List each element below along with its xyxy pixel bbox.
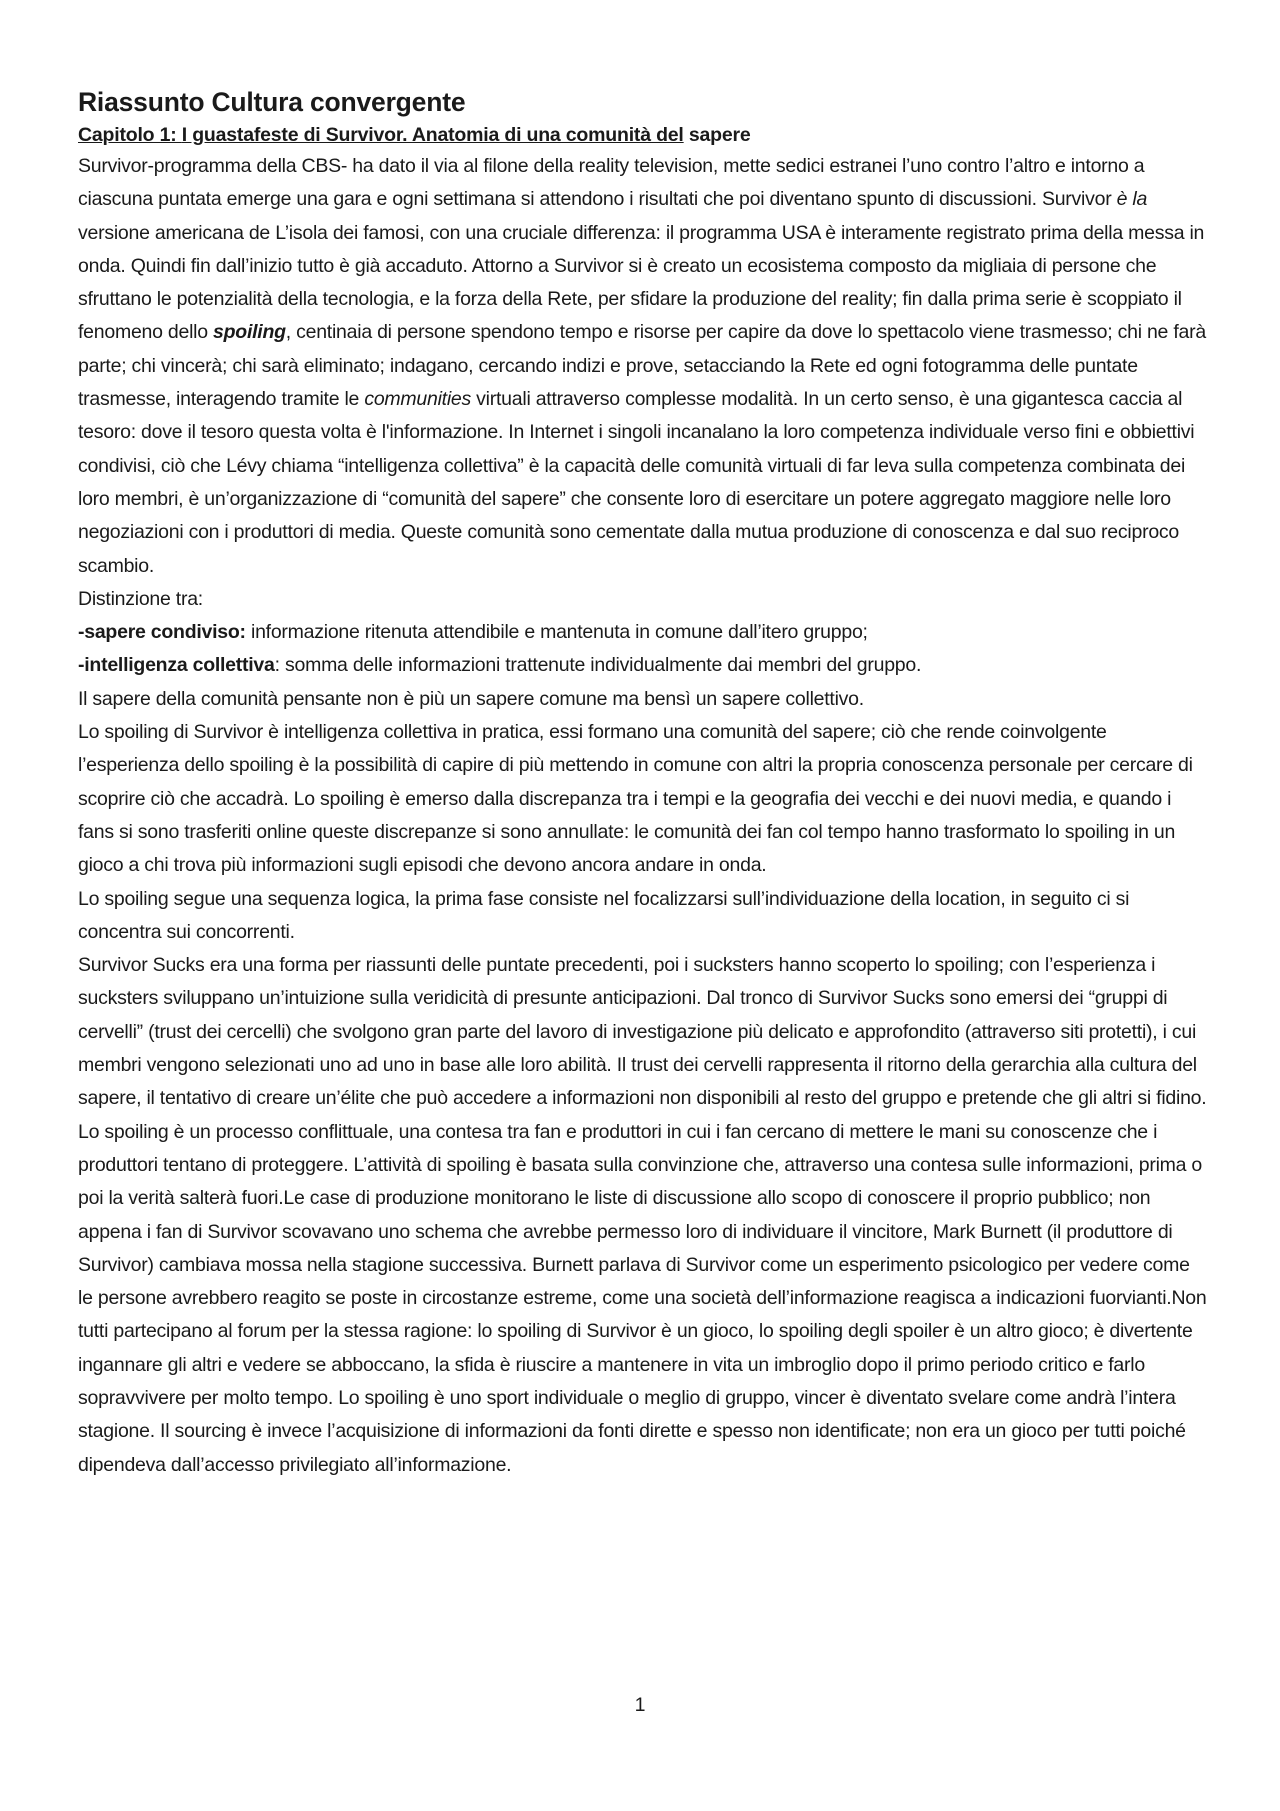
chapter-title: I guastafeste di Survivor. Anatomia di una comunità del [181, 124, 684, 146]
paragraph: Il sapere della comunità pensante non è più un sapere comune ma bensì un sapere collettivo. [78, 687, 864, 710]
chapter-title-tail: sapere [683, 124, 751, 146]
definition-shared-knowledge [78, 616, 1208, 649]
definition-collective-intelligence [78, 649, 1208, 682]
italic-text: è la [1116, 188, 1148, 211]
chapter-heading [78, 120, 1208, 150]
paragraph-intro-text: versione americana de L’isola dei famosi, con una cruciale differenza: il programma USA è interamente registrato prima della messa in onda. Quindi fin dall’inizio tutto è già accaduto. Attorno a Survivor si è creato un ecosistema composto da migliaia di persone che sfruttano le potenzialità della tecnologia, e la forza della Rete, per sfidare la produzione del reality; fin dalla prima serie è scoppiato il fenomeno dello [78, 221, 1205, 344]
paragraph-intro-text: Survivor-programma della CBS- ha dato il via al filone della reality television, mette sedici estranei l’uno contro l’altro e intorno a ciascuna puntata emerge una gara e ogni settimana si attendono i risultati che poi diventano spunto di discussioni. Survivor [78, 155, 1145, 211]
definition-text: : somma delle informazioni trattenute individualmente dai membri del gruppo. [274, 654, 922, 677]
document-title: Riassunto Cultura convergente [78, 87, 466, 117]
definition-term: -sapere condiviso: [78, 621, 246, 644]
chapter-label: Capitolo 1: [78, 124, 182, 146]
page-content [78, 84, 1208, 1482]
document-body [78, 150, 1208, 1482]
communities-term: communities [364, 388, 472, 411]
paragraph-intro-text: virtuali attraverso complesse modalità. In un certo senso, è una gigantesca caccia al tesoro: dove il tesoro questa volta è l'informazione. In Internet i singoli incanalano la loro competenza individuale verso fini e obbiettivi condivisi, ciò che Lévy chiama “intelligenza collettiva” è la capacità delle comunità virtuali di far leva sulla competenza combinata dei loro membri, è un’organizzazione di “comunità del sapere” che consente loro di esercitare un potere aggregato maggiore nelle loro negoziazioni con i produttori di media. Queste comunità sono cementate dalla mutua produzione di conoscenza e dal suo reciproco scambio. [78, 388, 1195, 577]
page-number: 1 [634, 1694, 646, 1716]
paragraph-intro [78, 150, 1208, 583]
paragraph: Lo spoiling di Survivor è intelligenza collettiva in pratica, essi formano una comunità del sapere; ciò che rende coinvolgente l’esperienza dello spoiling è la possibilità di capire di più mettendo in comune con altri la propria conoscenza personale per cercare di scoprire ciò che accadrà. Lo spoiling è emerso dalla discrepanza tra i tempi e la geografia dei vecchi e dei nuovi media, e quando i fans si sono trasferiti online queste discrepanze si sono annullate: le comunità dei fan col tempo hanno trasformato lo spoiling in un gioco a chi trova più informazioni sugli episodi che devono ancora andare in onda. [78, 721, 1193, 877]
distinction-intro: Distinzione tra: [78, 587, 203, 610]
definition-term: -intelligenza collettiva [78, 654, 275, 677]
paragraph: Survivor Sucks era una forma per riassunti delle puntate precedenti, poi i sucksters hanno scoperto lo spoiling; con l’esperienza i sucksters sviluppano un’intuizione sulla veridicità di presunte anticipazioni. Dal tronco di Survivor Sucks sono emersi dei “gruppi di cervelli” (trust dei cercelli) che svolgono gran parte del lavoro di investigazione più delicato e approfondito (attraverso siti protetti), i cui membri vengono selezionati uno ad uno in base alle loro abilità. Il trust dei cervelli rappresenta il ritorno della gerarchia alla cultura del sapere, il tentativo di creare un’élite che può accedere a informazioni non disponibili al resto del gruppo e pretende che gli altri si fidino. [78, 954, 1207, 1110]
paragraph-intro-text: , centinaia di persone spendono tempo e risorse per capire da dove lo spettacolo viene trasmesso; chi ne farà parte; chi vincerà; chi sarà eliminato; indagano, cercando indizi e prove, setacciando la Rete ed ogni fotogramma delle puntate trasmesse, interagendo tramite le [78, 321, 1206, 411]
spoiling-term: spoiling [213, 321, 286, 344]
paragraph: Lo spoiling è un processo conflittuale, una contesa tra fan e produttori in cui i fan cercano di mettere le mani su conoscenze che i produttori tentano di proteggere. L’attività di spoiling è basata sulla convinzione che, attraverso una contesa sulle informazioni, prima o poi la verità salterà fuori.Le case di produzione monitorano le liste di discussione allo scopo di conoscere il proprio pubblico; non appena i fan di Survivor scovavano uno schema che avrebbe permesso loro di individuare il vincitore, Mark Burnett (il produttore di Survivor) cambiava mossa nella stagione successiva. Burnett parlava di Survivor come un esperimento psicologico per vedere come le persone avrebbero reagito se poste in circostanze estreme, come una società dell’informazione reagisca a indicazioni fuorvianti.Non tutti partecipano al forum per la stessa ragione: lo spoiling di Survivor è un gioco, lo spoiling degli spoiler è un altro gioco; è divertente ingannare gli altri e vedere se abboccano, la sfida è riuscire a mantenere in vita un imbroglio dopo il primo periodo critico e farlo sopravvivere per molto tempo. Lo spoiling è uno sport individuale o meglio di gruppo, vincer è diventato svelare come andrà l’intera stagione. Il sourcing è invece l’acquisizione di informazioni da fonti dirette e spesso non identificate; non era un gioco per tutti poiché dipendeva dall’accesso privilegiato all’informazione. [78, 1120, 1207, 1476]
paragraph: Lo spoiling segue una sequenza logica, la prima fase consiste nel focalizzarsi sull’individuazione della location, in seguito ci si concentra sui concorrenti. [78, 887, 1130, 943]
definition-text: informazione ritenuta attendibile e mantenuta in comune dall’itero gruppo; [245, 621, 868, 644]
